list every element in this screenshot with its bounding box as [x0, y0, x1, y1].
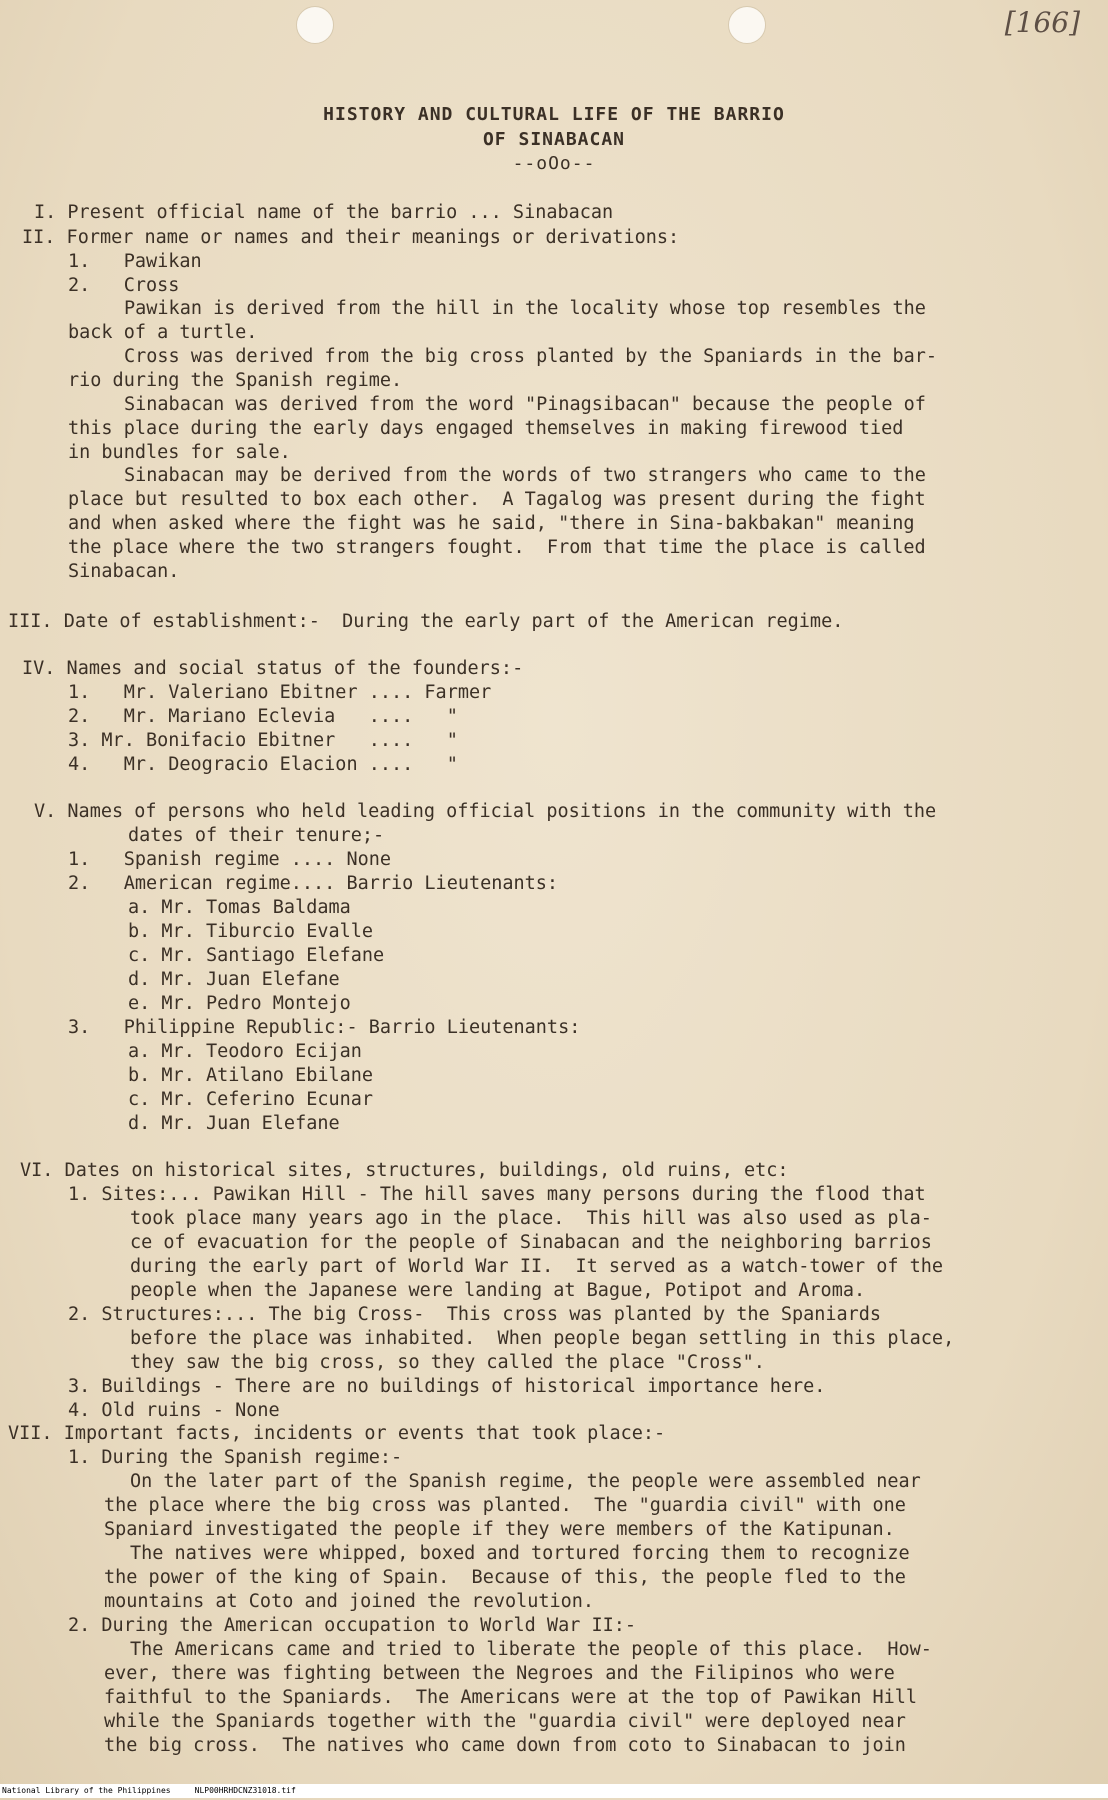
paragraph-line: in bundles for sale. — [68, 442, 291, 463]
list-item: b. Mr. Atilano Ebilane — [128, 1065, 374, 1086]
list-item: 2. Mr. Mariano Eclevia .... " — [68, 706, 458, 727]
punch-hole-right — [728, 6, 766, 44]
paragraph-line: Sinabacan was derived from the word "Pinagsibacan" because the people of — [124, 394, 926, 415]
list-item: 1. Mr. Valeriano Ebitner .... Farmer — [68, 682, 492, 703]
paragraph-line: the place where the big cross was planted. The "guardia civil" with one — [104, 1495, 906, 1516]
section-5-heading-cont: dates of their tenure;- — [128, 825, 385, 846]
paragraph-line: mountains at Coto and joined the revolution. — [104, 1591, 595, 1612]
list-item: a. Mr. Teodoro Ecijan — [128, 1041, 362, 1062]
list-item: d. Mr. Juan Elefane — [128, 1113, 340, 1134]
list-item: c. Mr. Ceferino Ecunar — [128, 1089, 374, 1110]
paragraph-line: the power of the king of Spain. Because of this, the people fled to the — [104, 1567, 906, 1588]
paragraph-line: place but resulted to box each other. A Tagalog was present during the fight — [68, 489, 926, 510]
section-2-heading: II. Former name or names and their meanings or derivations: — [22, 227, 680, 248]
list-item: 4. Mr. Deogracio Elacion .... " — [68, 754, 458, 775]
title-line-1: HISTORY AND CULTURAL LIFE OF THE BARRIO — [323, 104, 785, 125]
list-item: 2. Structures:... The big Cross- This cross was planted by the Spaniards — [68, 1304, 882, 1325]
paragraph-line: during the early part of World War II. It served as a watch-tower of the — [130, 1256, 944, 1277]
title-line-2: OF SINABACAN — [482, 129, 626, 150]
paragraph-line: rio during the Spanish regime. — [68, 370, 403, 391]
paragraph-line: people when the Japanese were landing at Bague, Potipot and Aroma. — [130, 1280, 866, 1301]
list-item: 2. American regime.... Barrio Lieutenants: — [68, 873, 559, 894]
section-6-heading: VI. Dates on historical sites, structures, buildings, old ruins, etc: — [20, 1160, 789, 1181]
list-item: a. Mr. Tomas Baldama — [128, 897, 351, 918]
paragraph-line: the big cross. The natives who came down from coto to Sinabacan to join — [104, 1735, 906, 1756]
paragraph-line: back of a turtle. — [68, 322, 258, 343]
list-item: 4. Old ruins - None — [68, 1400, 280, 1421]
title-line-3: --oOo-- — [512, 153, 596, 174]
paragraph-line: The natives were whipped, boxed and tortured forcing them to recognize — [130, 1543, 910, 1564]
paragraph-line: The Americans came and tried to liberate the people of this place. How- — [130, 1639, 932, 1660]
list-item: 3. Philippine Republic:- Barrio Lieutenants: — [68, 1017, 581, 1038]
paragraph-line: ce of evacuation for the people of Sinabacan and the neighboring barrios — [130, 1232, 932, 1253]
paragraph-line: the place where the two strangers fought. From that time the place is called — [68, 537, 926, 558]
section-7-heading: VII. Important facts, incidents or events that took place:- — [8, 1423, 666, 1444]
section-5-heading: V. Names of persons who held leading official positions in the community with the — [34, 801, 937, 822]
paragraph-line: ever, there was fighting between the Negroes and the Filipinos who were — [104, 1663, 895, 1684]
list-item: d. Mr. Juan Elefane — [128, 969, 340, 990]
list-item: 3. Mr. Bonifacio Ebitner .... " — [68, 730, 458, 751]
page-number: [166] — [1004, 6, 1080, 39]
paragraph-line: faithful to the Spaniards. The Americans were at the top of Pawikan Hill — [104, 1687, 918, 1708]
paragraph-line: took place many years ago in the place. This hill was also used as pla- — [130, 1208, 932, 1229]
paragraph-line: and when asked where the fight was he said, "there in Sina-bakbakan" meaning — [68, 513, 915, 534]
punch-hole-left — [296, 6, 334, 44]
list-item: 1. During the Spanish regime:- — [68, 1447, 403, 1468]
footer-caption: National Library of the Philippines NLP00HRHDCNZ31018.tif — [0, 1784, 1108, 1798]
paragraph-line: Pawikan is derived from the hill in the locality whose top resembles the — [124, 298, 926, 319]
list-item: 3. Buildings - There are no buildings of historical importance here. — [68, 1376, 826, 1397]
section-3-line: III. Date of establishment:- During the early part of the American regime. — [8, 611, 844, 632]
section-1-line: I. Present official name of the barrio ... Sinabacan — [34, 202, 614, 223]
list-item: b. Mr. Tiburcio Evalle — [128, 921, 374, 942]
list-item: 2. Cross — [68, 275, 180, 296]
paragraph-line: Cross was derived from the big cross planted by the Spaniards in the bar- — [124, 346, 938, 367]
paragraph-line: On the later part of the Spanish regime, the people were assembled near — [130, 1471, 921, 1492]
section-4-heading: IV. Names and social status of the founders:- — [22, 658, 524, 679]
list-item: e. Mr. Pedro Montejo — [128, 993, 351, 1014]
paragraph-line: Spaniard investigated the people if they were members of the Katipunan. — [104, 1519, 895, 1540]
list-item: 1. Spanish regime .... None — [68, 849, 392, 870]
paragraph-line: this place during the early days engaged themselves in making firewood tied — [68, 418, 904, 439]
paragraph-line: Sinabacan. — [68, 561, 180, 582]
paragraph-line: Sinabacan may be derived from the words of two strangers who came to the — [124, 465, 926, 486]
list-item: 1. Sites:... Pawikan Hill - The hill saves many persons during the flood that — [68, 1184, 926, 1205]
list-item: 2. During the American occupation to World War II:- — [68, 1615, 637, 1636]
list-item: c. Mr. Santiago Elefane — [128, 945, 385, 966]
paragraph-line: while the Spaniards together with the "guardia civil" were deployed near — [104, 1711, 906, 1732]
paragraph-line: before the place was inhabited. When people began settling in this place, — [130, 1328, 955, 1349]
paragraph-line: they saw the big cross, so they called the place "Cross". — [130, 1352, 765, 1373]
list-item: 1. Pawikan — [68, 251, 202, 272]
